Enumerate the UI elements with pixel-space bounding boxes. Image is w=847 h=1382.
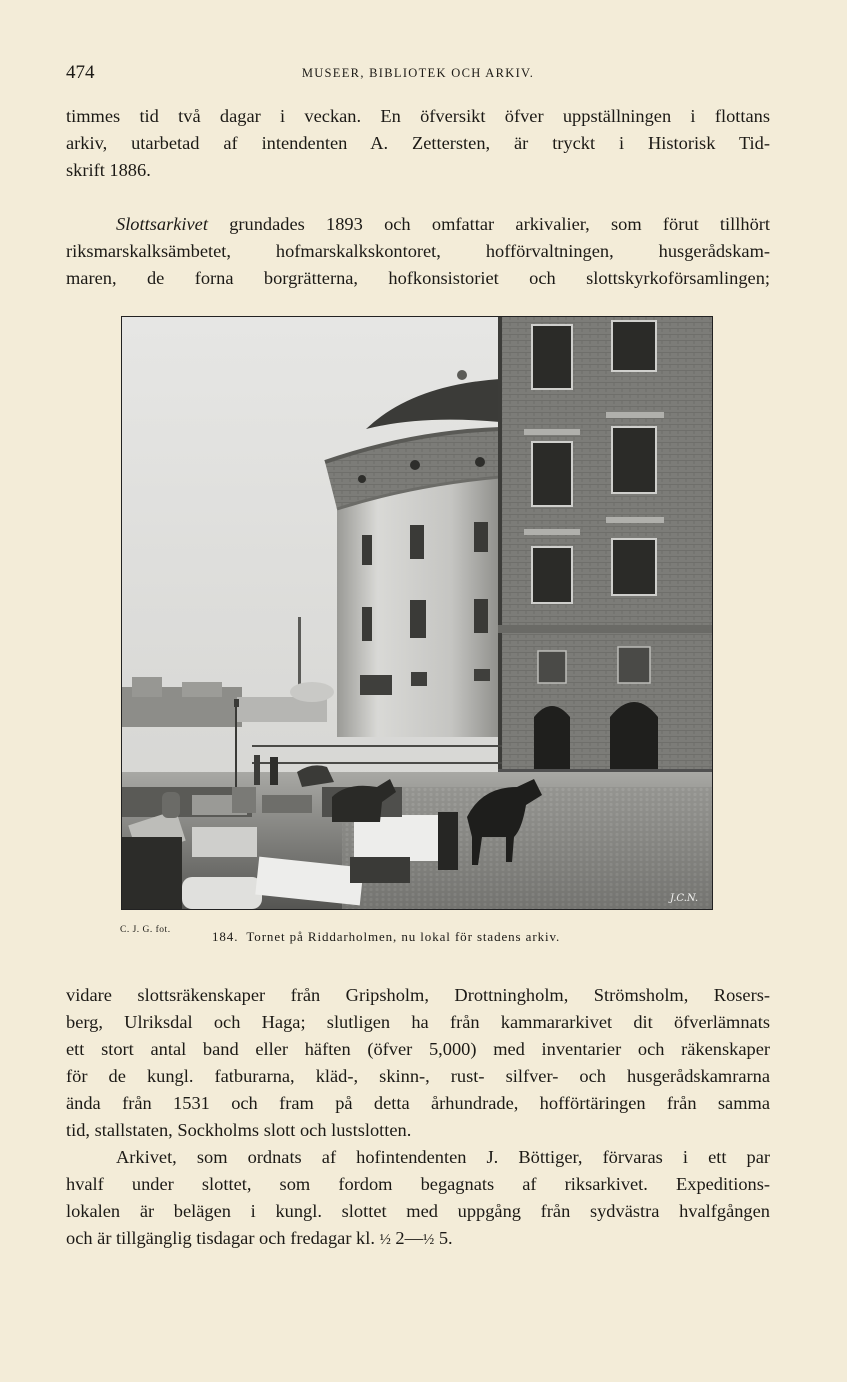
page-number: 474 <box>66 62 95 83</box>
paragraph-slottsarkivet <box>66 211 770 292</box>
text-fragment: grundades 1893 och omfattar arkivalier, som förut tillhört <box>207 214 770 234</box>
paragraph-flottans-arkiv <box>66 103 770 184</box>
paragraph-arkivet <box>66 1144 770 1254</box>
text-line: för de kungl. fatburarna, kläd-, skinn-, rust- silfver- och husgerådskamrarna <box>66 1066 770 1086</box>
italic-term: Slottsarkivet <box>116 214 208 234</box>
figure-caption <box>212 929 560 945</box>
text-line: timmes tid två dagar i veckan. En öfversikt öfver uppställningen i flottans <box>66 106 770 126</box>
text-line <box>66 211 770 238</box>
text-line: hvalf under slottet, som fordom begagnats af riksarkivet. Expeditions- <box>66 1174 770 1194</box>
text-line: ett stort antal band eller häften (öfver 5,000) med inventarier och räkenskaper <box>66 1039 770 1059</box>
text-line: ända från 1531 och fram på detta århundrade, hofförtäringen från samma <box>66 1093 770 1113</box>
text-fragment: och är tillgänglig tisdagar och fredagar kl. <box>66 1228 380 1248</box>
text-line: arkiv, utarbetad af intendenten A. Zettersten, är tryckt i Historisk Tid- <box>66 133 770 153</box>
figure-number: 184. <box>212 929 239 944</box>
text-line: maren, de forna borgrätterna, hofkonsistoriet och slottskyrkoförsamlingen; <box>66 268 770 288</box>
text-line: lokalen är belägen i kungl. slottet med uppgång från sydvästra hvalfgången <box>66 1201 770 1221</box>
text-fragment: 5. <box>434 1228 453 1248</box>
text-line: skrift 1886. <box>66 160 151 180</box>
text-fragment: 2— <box>390 1228 423 1248</box>
text-line: vidare slottsräkenskaper från Gripsholm, Drottningholm, Strömsholm, Rosers- <box>66 985 770 1005</box>
text-line: berg, Ulriksdal och Haga; slutligen ha från kammararkivet dit öfverlämnats <box>66 1012 770 1032</box>
text-line: tid, stallstaten, Sockholms slott och lustslotten. <box>66 1120 412 1140</box>
photo-signature: J.C.N. <box>670 893 699 904</box>
figure-photograph <box>121 316 713 910</box>
photo-credit: C. J. G. fot. <box>120 925 171 935</box>
fraction: ½ <box>423 1232 435 1248</box>
text-line: Arkivet, som ordnats af hofintendenten J. Böttiger, förvaras i ett par <box>116 1147 770 1167</box>
running-title: MUSEER, BIBLIOTEK OCH ARKIV. <box>301 66 535 80</box>
text-line <box>66 1225 770 1254</box>
fraction: ½ <box>379 1232 391 1248</box>
caption-text: Tornet på Riddarholmen, nu lokal för stadens arkiv. <box>246 929 561 944</box>
palace-building <box>498 317 712 779</box>
tower-photograph <box>122 317 712 909</box>
paragraph-slottsrakenskaper <box>66 982 770 1144</box>
page-header <box>66 62 770 88</box>
text-line: riksmarskalksämbetet, hofmarskalkskontoret, hofförvaltningen, husgerådskam- <box>66 241 770 261</box>
